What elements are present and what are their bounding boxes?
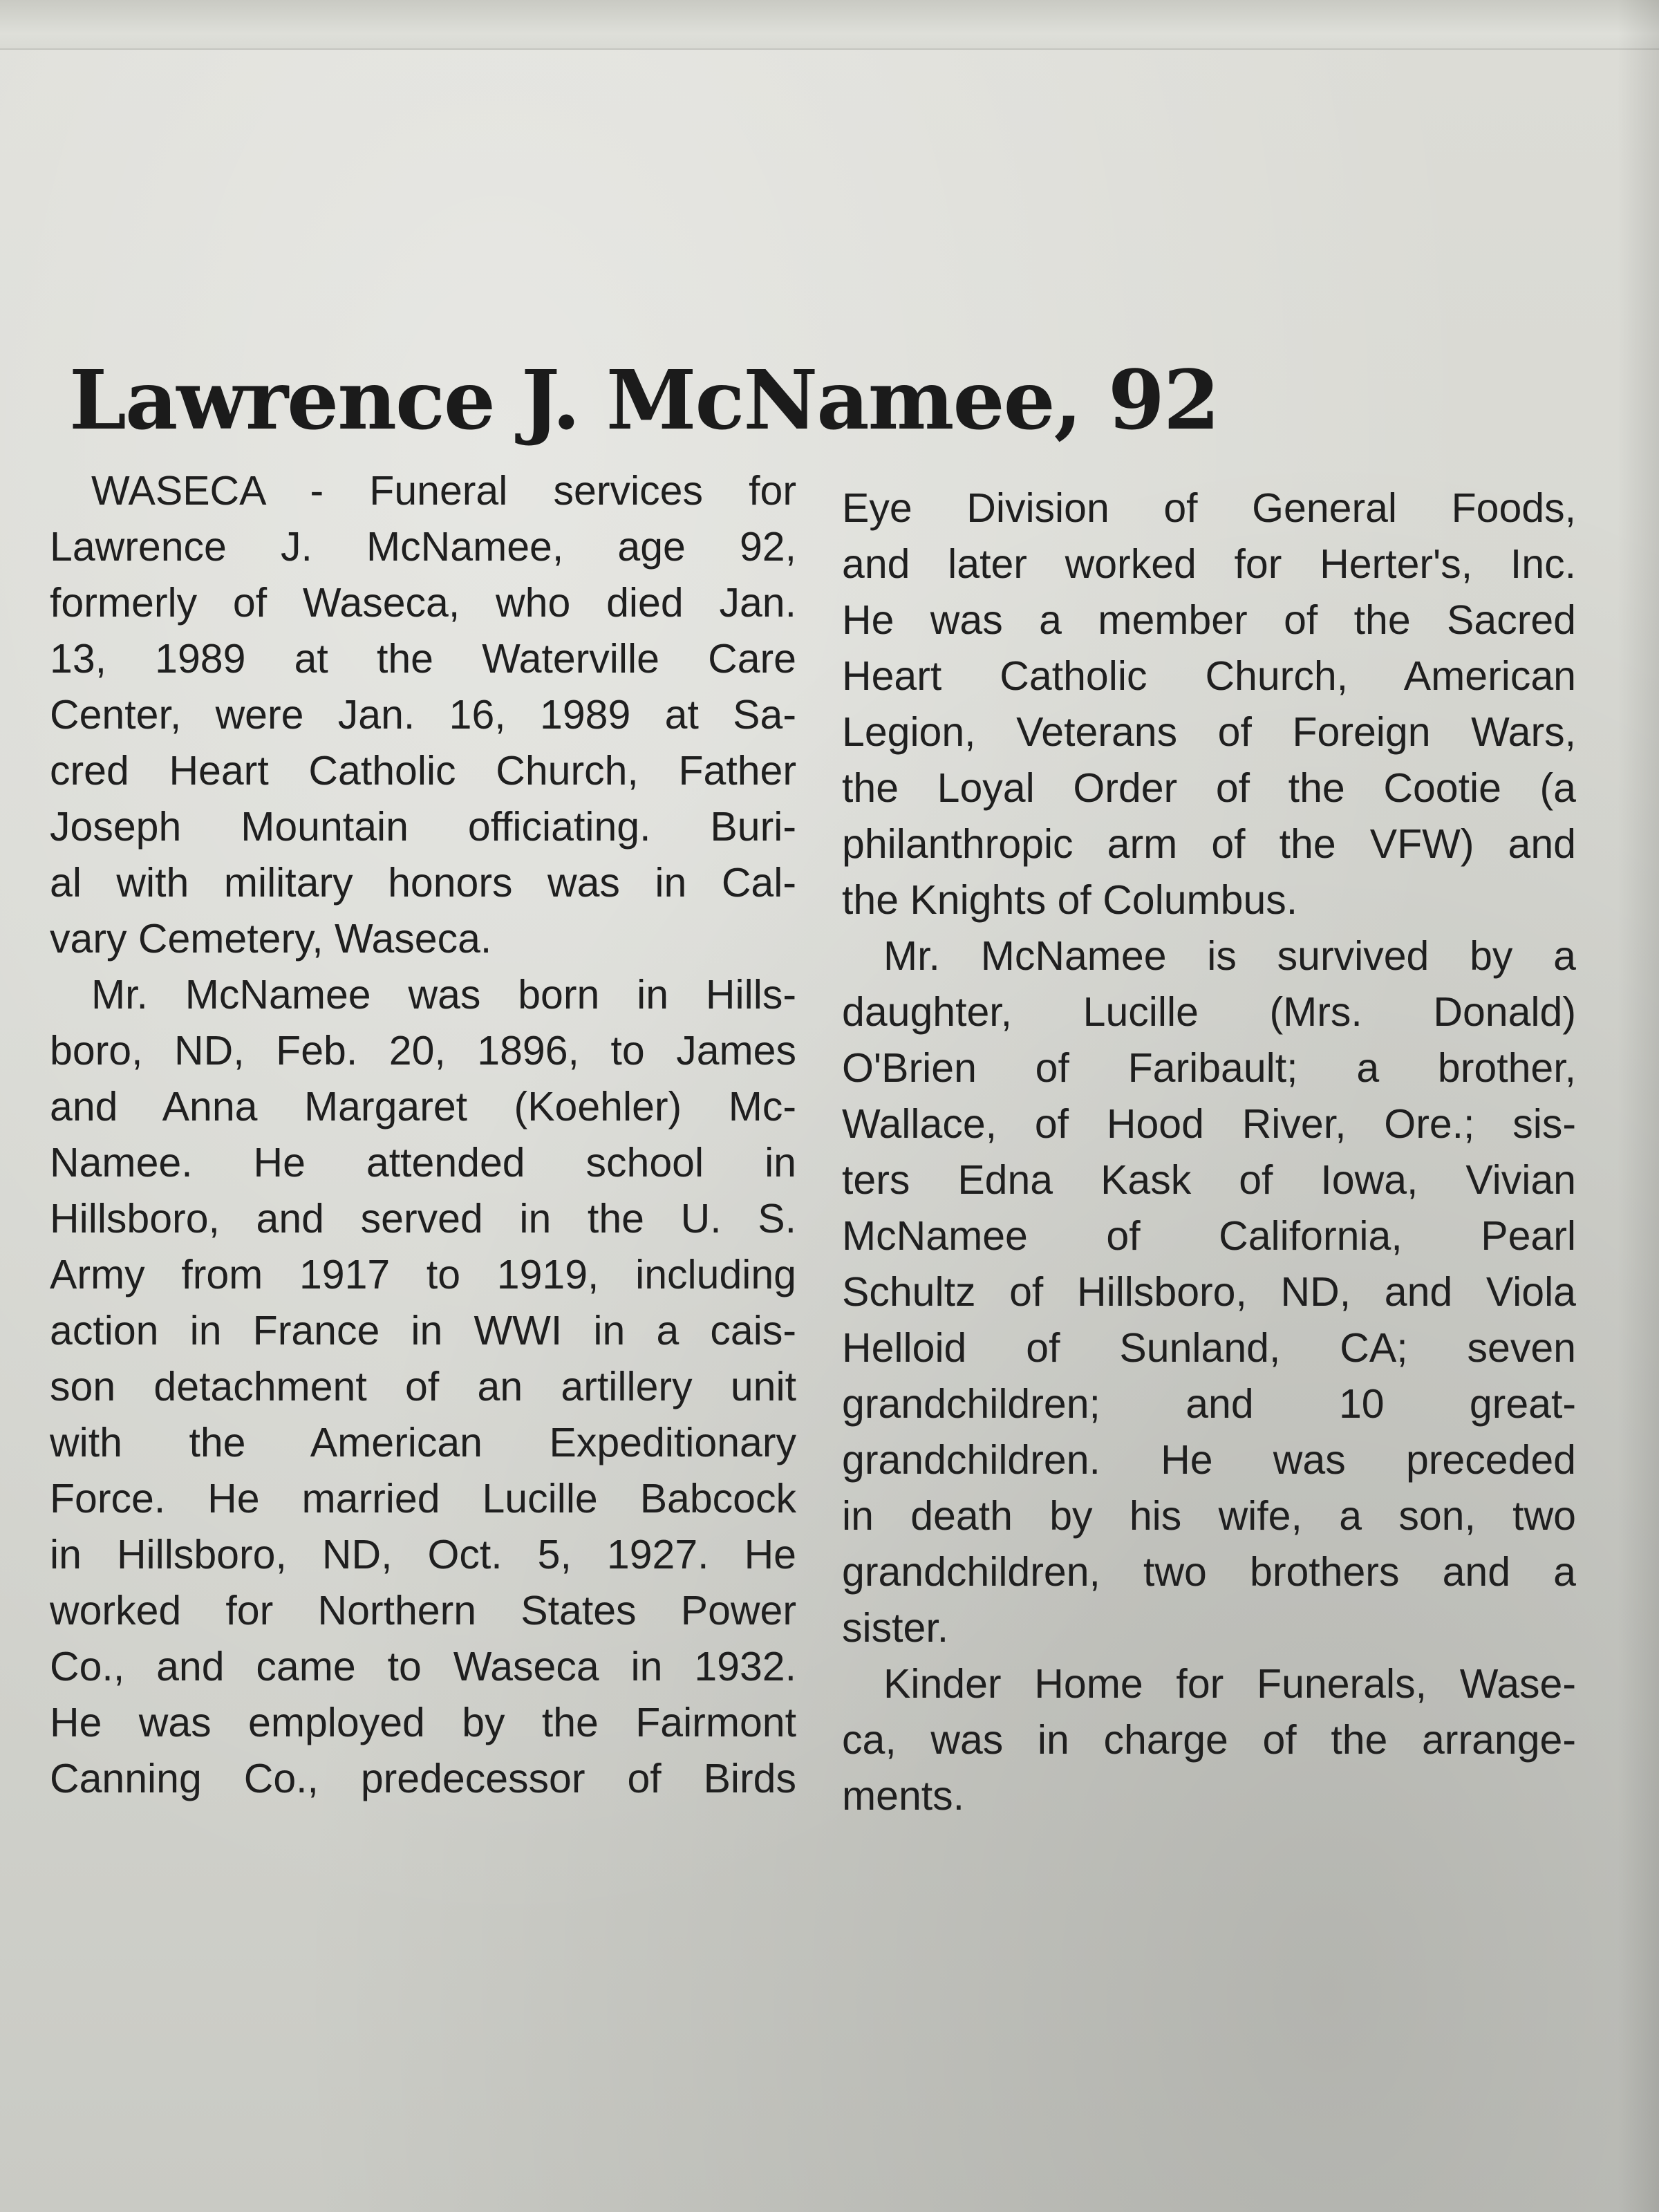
left-line-18: with the American Expeditionary: [50, 1420, 796, 1465]
left-line-1: WASECA - Funeral services for: [91, 468, 796, 514]
right-line-13: ters Edna Kask of Iowa, Vivian: [842, 1157, 1576, 1203]
left-line-13: Namee. He attended school in: [50, 1140, 796, 1185]
right-line-17: grandchildren; and 10 great-: [842, 1381, 1576, 1427]
right-line-19: in death by his wife, a son, two: [842, 1493, 1576, 1539]
right-line-21: sister.: [842, 1605, 949, 1651]
left-line-17: son detachment of an artillery unit: [50, 1364, 796, 1409]
left-line-15: Army from 1917 to 1919, including: [50, 1252, 796, 1297]
right-line-12: Wallace, of Hood River, Ore.; sis-: [842, 1101, 1576, 1147]
left-line-16: action in France in WWI in a cais-: [50, 1308, 796, 1353]
left-line-2: Lawrence J. McNamee, age 92,: [50, 524, 796, 570]
left-line-22: Co., and came to Waseca in 1932.: [50, 1644, 796, 1689]
left-line-4: 13, 1989 at the Waterville Care: [50, 636, 796, 682]
right-line-20: grandchildren, two brothers and a: [842, 1549, 1576, 1595]
right-line-10: daughter, Lucille (Mrs. Donald): [842, 989, 1576, 1035]
left-line-20: in Hillsboro, ND, Oct. 5, 1927. He: [50, 1532, 796, 1577]
right-line-16: Helloid of Sunland, CA; seven: [842, 1325, 1576, 1371]
right-line-24: ments.: [842, 1773, 965, 1819]
left-line-19: Force. He married Lucille Babcock: [50, 1476, 796, 1521]
right-line-7: philanthropic arm of the VFW) and: [842, 821, 1576, 867]
left-line-5: Center, were Jan. 16, 1989 at Sa-: [50, 692, 796, 738]
right-line-8: the Knights of Columbus.: [842, 877, 1298, 923]
right-line-11: O'Brien of Faribault; a brother,: [842, 1045, 1576, 1091]
right-line-4: Heart Catholic Church, American: [842, 653, 1576, 699]
left-line-21: worked for Northern States Power: [50, 1588, 796, 1633]
clipping-top-edge: [0, 0, 1659, 50]
obituary-headline: Lawrence J. McNamee, 92: [69, 352, 1219, 448]
left-line-24: Canning Co., predecessor of Birds: [50, 1756, 796, 1801]
right-line-23: ca, was in charge of the arrange-: [842, 1717, 1576, 1763]
left-line-3: formerly of Waseca, who died Jan.: [50, 580, 796, 626]
left-line-12: and Anna Margaret (Koehler) Mc-: [50, 1084, 796, 1130]
left-column: [50, 463, 796, 1807]
left-line-14: Hillsboro, and served in the U. S.: [50, 1196, 796, 1241]
right-line-1: Eye Division of General Foods,: [842, 485, 1576, 531]
right-line-6: the Loyal Order of the Cootie (a: [842, 765, 1576, 811]
right-line-15: Schultz of Hillsboro, ND, and Viola: [842, 1269, 1576, 1315]
right-line-22: Kinder Home for Funerals, Wase-: [883, 1661, 1576, 1707]
left-line-9: vary Cemetery, Waseca.: [50, 916, 492, 962]
left-line-23: He was employed by the Fairmont: [50, 1700, 796, 1745]
left-line-11: boro, ND, Feb. 20, 1896, to James: [50, 1028, 796, 1074]
right-line-9: Mr. McNamee is survived by a: [883, 933, 1576, 979]
left-line-7: Joseph Mountain officiating. Buri-: [50, 804, 796, 850]
right-line-14: McNamee of California, Pearl: [842, 1213, 1576, 1259]
right-line-3: He was a member of the Sacred: [842, 597, 1576, 643]
left-line-6: cred Heart Catholic Church, Father: [50, 748, 796, 794]
right-column: [842, 480, 1576, 1824]
clipping-right-shadow: [1618, 0, 1659, 2212]
left-line-10: Mr. McNamee was born in Hills-: [91, 972, 796, 1018]
right-line-5: Legion, Veterans of Foreign Wars,: [842, 709, 1576, 755]
right-line-2: and later worked for Herter's, Inc.: [842, 541, 1576, 587]
left-line-8: al with military honors was in Cal-: [50, 860, 796, 906]
right-line-18: grandchildren. He was preceded: [842, 1437, 1576, 1483]
